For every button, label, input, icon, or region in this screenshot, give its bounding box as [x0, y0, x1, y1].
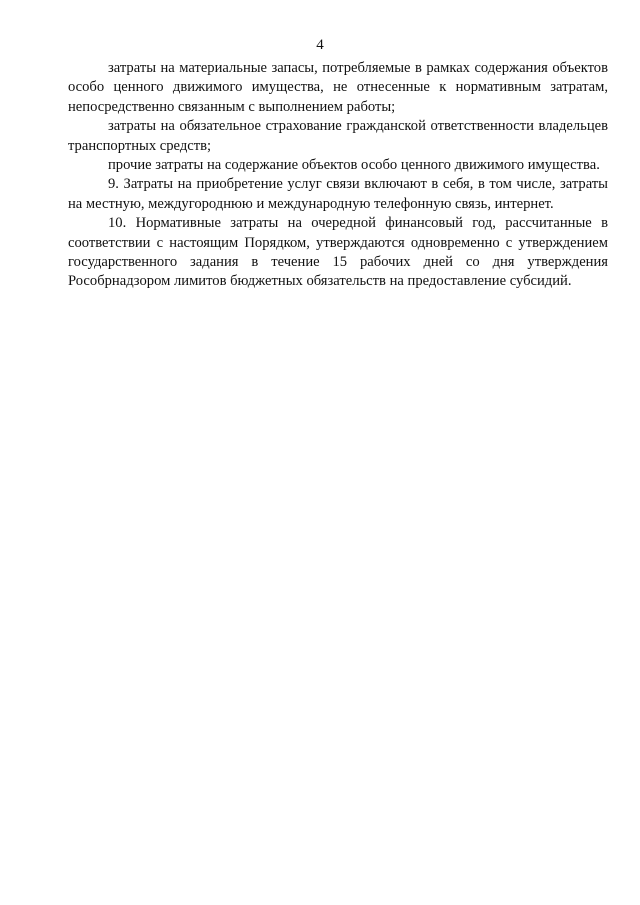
- page-number: 4: [316, 37, 324, 53]
- paragraph-insurance: затраты на обязательное страхование гражданской ответственности владельцев транспортных средств;: [68, 118, 608, 154]
- paragraph-communication-costs: 9. Затраты на приобретение услуг связи включают в себя, в том числе, затраты на местную, междугороднюю и международную телефонную связь, интернет.: [68, 176, 608, 212]
- paragraph-normative-costs: 10. Нормативные затраты на очередной финансовый год, рассчитанные в соответствии с настоящим Порядком, утверждаются одновременно с утверждением государственного задания в течение 15 рабочих дней со дня утверждения Рособрнадзором лимитов бюджетных обязательств на предоставление субсидий.: [68, 215, 608, 290]
- paragraph-material-reserves: затраты на материальные запасы, потребляемые в рамках содержания объектов особо ценного движимого имущества, не отнесенные к нормативным затратам, непосредственно связанным с выполнением работы;: [68, 60, 608, 115]
- document-body: [68, 59, 608, 292]
- paragraph-other-costs: прочие затраты на содержание объектов особо ценного движимого имущества.: [108, 157, 600, 174]
